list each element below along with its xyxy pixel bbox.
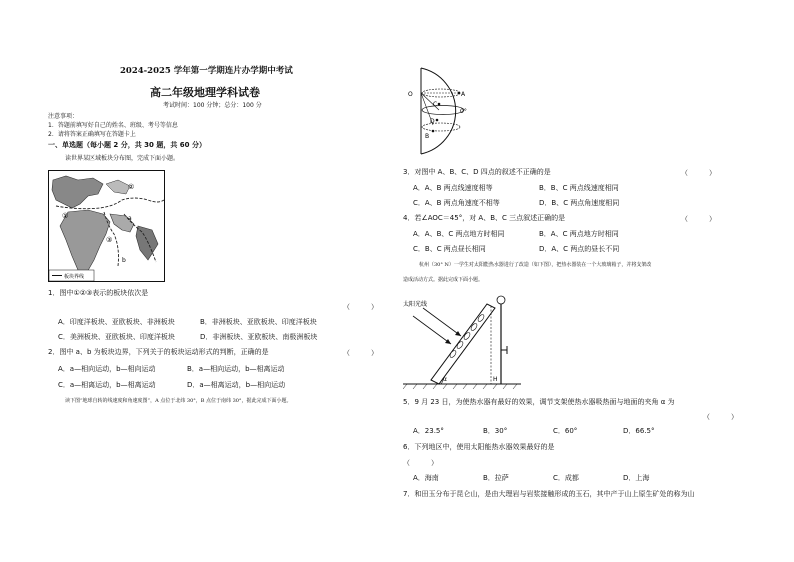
intro-heater-line2: 造成活动方式。据此完成下面小题。: [403, 277, 484, 283]
sun-ray-label: 太阳光线: [403, 301, 428, 308]
q4-option-c: C．B、C 两点昼长相同: [413, 245, 486, 253]
q2-option-d: D．a—相离运动，b—相向运动: [187, 381, 286, 389]
note-item: 2．请将答案正确填写在答题卡上: [48, 131, 136, 138]
globe-diagram: [407, 66, 471, 156]
q5-stem: 5．9 月 23 日，为使热水器有最好的效果，调节支架使热水器吸热面与地面的夹角 α 为: [403, 398, 675, 406]
q1-option-b: B．非洲板块、亚欧板块、印度洋板块: [200, 318, 317, 326]
q3-stem: 3．对图中 A、B、C、D 四点的叙述不正确的是: [403, 168, 551, 176]
q2-option-b: B．a—相向运动，b—相离运动: [187, 365, 285, 373]
intro-globe: 读下图“地球自转的线速度和角速度图”，A 点位于北纬 30°，B 点位于南纬 30°，据此完成下面小题。: [65, 398, 292, 404]
q3-option-b: B．B、C 两点线速度相同: [539, 184, 619, 192]
height-label: H: [493, 376, 498, 383]
subject-title: 高二年级地理学科试卷: [150, 86, 260, 99]
map-label-b: b: [122, 257, 126, 264]
globe-label-equator: 0°: [460, 108, 467, 115]
q3-option-d: D．B、C 两点角速度相同: [539, 199, 620, 207]
q1-stem: 1．图中①②③表示的板块依次是: [48, 289, 149, 297]
map-label-2: ②: [128, 183, 135, 191]
q6-answer-paren: （ ）: [403, 459, 438, 467]
intro-heater-line1: 杭州（30° N）一学生对太阳能热水器进行了改造（如下图），把热水器装在一个大玻璃箱子，并将支架改: [419, 262, 652, 268]
q4-option-b: B．A、C 两点地方时相同: [539, 230, 619, 238]
exam-title: 2024-2025 学年第一学期连片办学期中考试: [120, 66, 293, 76]
exam-info: 考试时间：100 分钟；总分：100 分: [163, 102, 262, 109]
q1-answer-paren: （ ）: [343, 303, 378, 311]
q2-answer-paren: （ ）: [343, 349, 378, 357]
notes-heading: 注意事项：: [48, 113, 79, 120]
q5-option-b: B．30°: [483, 427, 508, 435]
q3-option-c: C．A、B 两点角速度不相等: [413, 199, 500, 207]
solar-heater-diagram: [403, 292, 521, 390]
q6-option-b: B．拉萨: [483, 474, 509, 482]
q5-answer-paren: （ ）: [703, 413, 738, 421]
q3-answer-paren: （ ）: [681, 169, 716, 177]
q4-option-a: A．A、B、C 两点地方时相同: [413, 230, 505, 238]
globe-label-c: C: [433, 101, 438, 108]
q6-option-c: C．成都: [553, 474, 579, 482]
note-item: 1．答题前填写好自己的姓名、班级、考号等信息: [48, 122, 178, 129]
q4-option-d: D．A、C 两点的昼长不同: [539, 245, 620, 253]
q5-option-a: A．23.5°: [413, 427, 444, 435]
map-label-1: ①: [62, 212, 69, 220]
section-intro: 读世界某区域板块分布图，完成下面小题。: [65, 155, 180, 162]
q3-option-a: A．A、B 两点线速度相等: [413, 184, 493, 192]
map-label-a: a: [128, 215, 132, 222]
q7-stem: 7．和田玉分布于昆仑山，是由大理岩与岩浆接触形成的玉石，其中产于山上原生矿处的称为山: [403, 490, 695, 498]
globe-label-o: O: [408, 91, 413, 98]
globe-label-b: B: [425, 133, 430, 140]
q6-option-d: D．上海: [623, 474, 650, 482]
q2-option-a: A．a—相向运动，b—相向运动: [58, 365, 156, 373]
map-label-3: ③: [106, 236, 113, 244]
q6-stem: 6．下列地区中，使用太阳能热水器效果最好的是: [403, 443, 555, 451]
q6-option-a: A．海南: [413, 474, 439, 482]
q5-option-c: C．60°: [553, 427, 578, 435]
angle-alpha-label: α: [443, 376, 447, 383]
map-legend-label: 板块界线: [64, 274, 85, 280]
q2-stem: 2．图中 a、b 为板块边界，下列关于的板块运动形式的判断，正确的是: [48, 348, 269, 356]
q4-answer-paren: （ ）: [681, 215, 716, 223]
section-heading: 一、单选题（每小题 2 分，共 30 题，共 60 分）: [48, 141, 206, 149]
q2-option-c: C．a—相离运动，b—相离运动: [58, 381, 156, 389]
q1-option-c: C．美洲板块、亚欧板块、印度洋板块: [58, 333, 175, 341]
plate-map: [48, 170, 165, 282]
q4-stem: 4．若∠AOC＝45°，对 A、B、C 三点叙述正确的是: [403, 214, 566, 222]
q1-option-a: A．印度洋板块、亚欧板块、非洲板块: [58, 318, 175, 326]
q5-option-d: D．66.5°: [623, 427, 655, 435]
q1-option-d: D．非洲板块、亚欧板块、南极洲板块: [200, 333, 318, 341]
globe-label-a: A: [461, 91, 466, 98]
globe-label-d: D: [430, 118, 435, 125]
